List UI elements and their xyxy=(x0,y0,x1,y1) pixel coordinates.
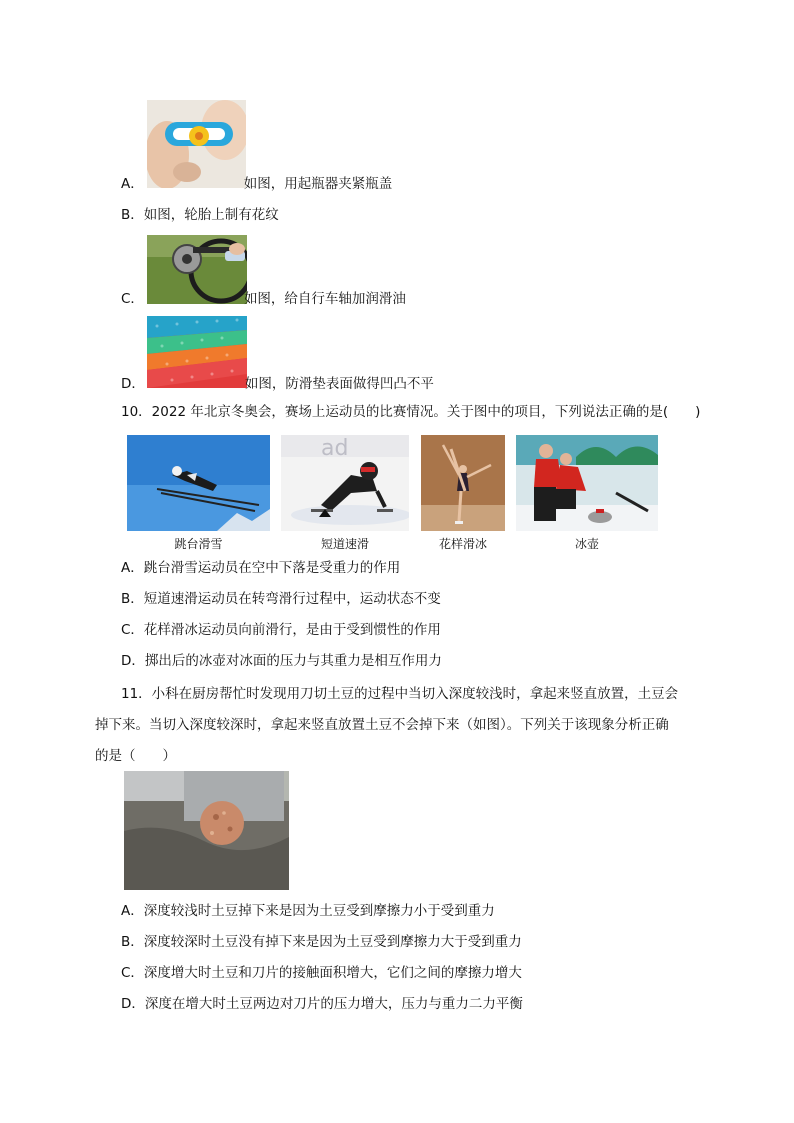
q9-option-d[interactable] xyxy=(121,375,434,393)
photo-caption: 跳台滑雪 xyxy=(174,537,223,551)
q11-stem-line-2: 掉下来。当切入深度较深时，拿起来竖直放置土豆不会掉下来（如图）。下列关于该现象分析正确 xyxy=(95,717,669,733)
option-letter: B． xyxy=(121,207,144,223)
q10-option-b[interactable]: B．短道速滑运动员在转弯滑行过程中，运动状态不变 xyxy=(121,591,441,607)
q11-option-c[interactable]: C．深度增大时土豆和刀片的接触面积增大，它们之间的摩擦力增大 xyxy=(121,965,522,981)
option-text: 如图，给自行车轴加润滑油 xyxy=(243,291,406,307)
q11-option-a[interactable]: A．深度较浅时土豆掉下来是因为土豆受到摩擦力小于受到重力 xyxy=(121,903,495,919)
photo-caption: 冰壶 xyxy=(574,537,599,551)
short-track-photo xyxy=(281,435,409,531)
ski-jumping-photo xyxy=(127,435,270,531)
q10-option-d[interactable]: D．掷出后的冰壶对冰面的压力与其重力是相互作用力 xyxy=(121,653,442,669)
svg-text:ad: ad xyxy=(321,436,349,461)
option-text: 如图，防滑垫表面做得凹凸不平 xyxy=(244,376,434,392)
q9-option-c[interactable] xyxy=(121,290,406,308)
q10-option-a[interactable]: A．跳台滑雪运动员在空中下落是受重力的作用 xyxy=(121,560,401,576)
option-letter: D． xyxy=(121,376,145,392)
photo-caption: 短道速滑 xyxy=(320,537,369,551)
option-text: 如图，轮胎上制有花纹 xyxy=(143,207,279,223)
option-letter: C． xyxy=(121,291,144,307)
q10-option-c[interactable]: C．花样滑冰运动员向前滑行，是由于受到惯性的作用 xyxy=(121,622,441,638)
photo-caption: 花样滑冰 xyxy=(438,537,487,551)
option-letter: A． xyxy=(121,176,144,192)
q9-option-b[interactable] xyxy=(121,206,279,224)
figure-skating-photo xyxy=(421,435,505,531)
q11-stem-line-1: 11．小科在厨房帮忙时发现用刀切土豆的过程中当切入深度较浅时，拿起来竖直放置，土豆会 xyxy=(121,686,679,702)
q9-option-a[interactable] xyxy=(121,175,392,193)
q11-option-b[interactable]: B．深度较深时土豆没有掉下来是因为土豆受到摩擦力大于受到重力 xyxy=(121,934,522,950)
q10-stem: 10．2022 年北京冬奥会，赛场上运动员的比赛情况。关于图中的项目，下列说法正确的是( ) xyxy=(121,404,701,420)
potato-on-knife-photo xyxy=(124,771,289,890)
option-text: 如图，用起瓶器夹紧瓶盖 xyxy=(243,176,393,192)
q11-option-d[interactable]: D．深度在增大时土豆两边对刀片的压力增大，压力与重力二力平衡 xyxy=(121,996,523,1012)
curling-photo xyxy=(516,435,658,531)
q11-stem-line-3: 的是（ ） xyxy=(95,748,176,764)
